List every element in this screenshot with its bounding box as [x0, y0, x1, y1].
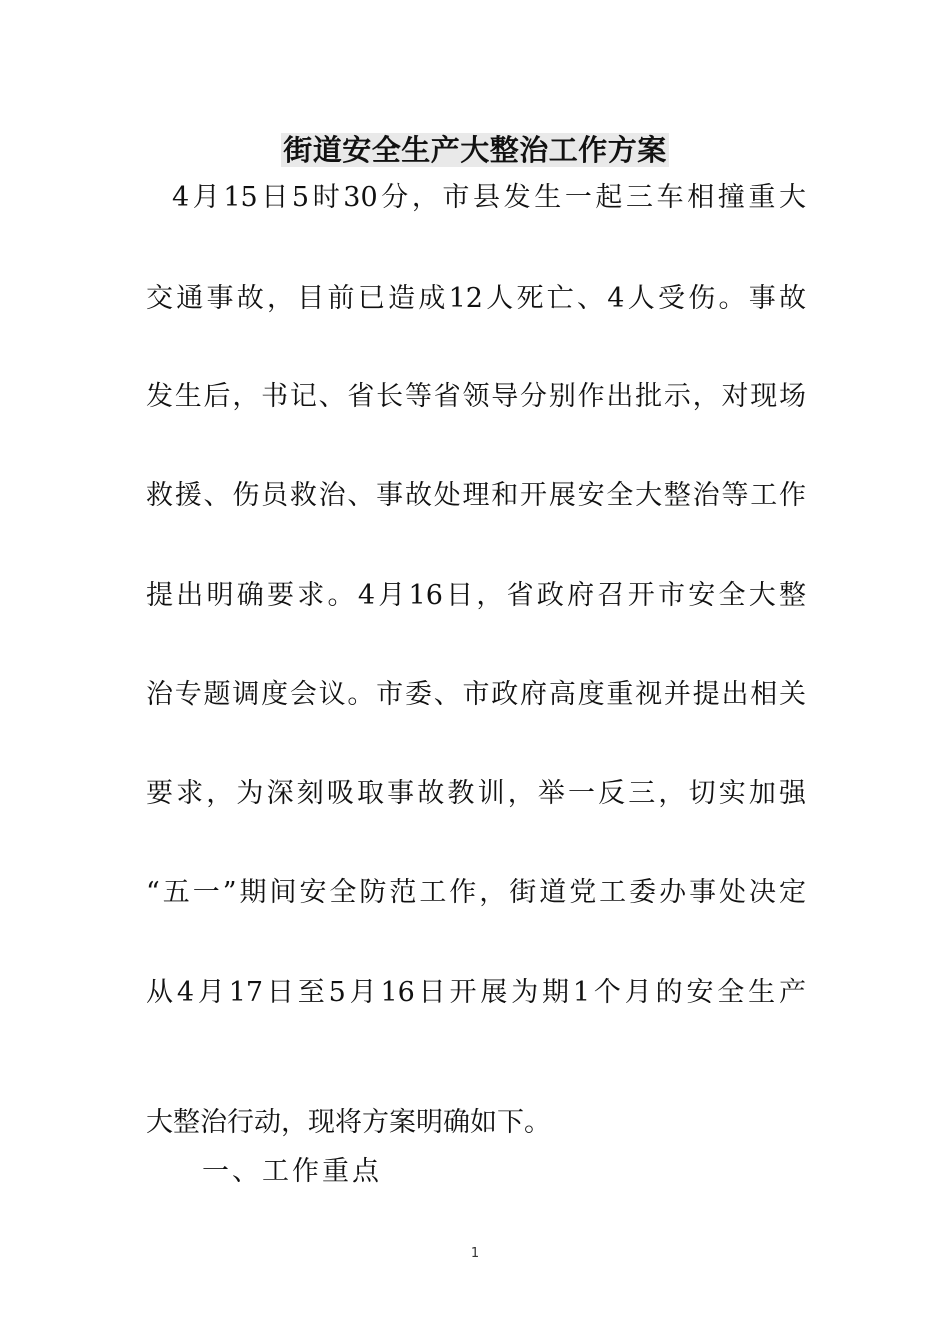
paragraph-line: 救援、伤员救治、事故处理和开展安全大整治等工作: [146, 480, 806, 511]
paragraph-line: 4月15日5时30分，市县发生一起三车相撞重大: [172, 182, 806, 213]
page-number: 1: [470, 1246, 480, 1261]
paragraph-line: 从4月17日至5月16日开展为期1个月的安全生产: [146, 977, 806, 1008]
paragraph-line: “五一”期间安全防范工作，街道党工委办事处决定: [146, 877, 806, 908]
paragraph-line: 大整治行动，现将方案明确如下。: [146, 1107, 551, 1138]
paragraph-line: 要求，为深刻吸取事故教训，举一反三，切实加强: [146, 778, 806, 809]
paragraph-line: 发生后，书记、省长等省领导分别作出批示，对现场: [146, 381, 806, 412]
paragraph-line: 治专题调度会议。市委、市政府高度重视并提出相关: [146, 679, 806, 710]
document-title-text: 街道安全生产大整治工作方案: [283, 133, 667, 167]
section-heading: 一、工作重点: [202, 1156, 382, 1187]
document-title: [0, 128, 950, 172]
paragraph-line: 提出明确要求。4月16日，省政府召开市安全大整: [146, 580, 806, 611]
paragraph-line: 交通事故，目前已造成12人死亡、4人受伤。事故: [146, 283, 806, 314]
